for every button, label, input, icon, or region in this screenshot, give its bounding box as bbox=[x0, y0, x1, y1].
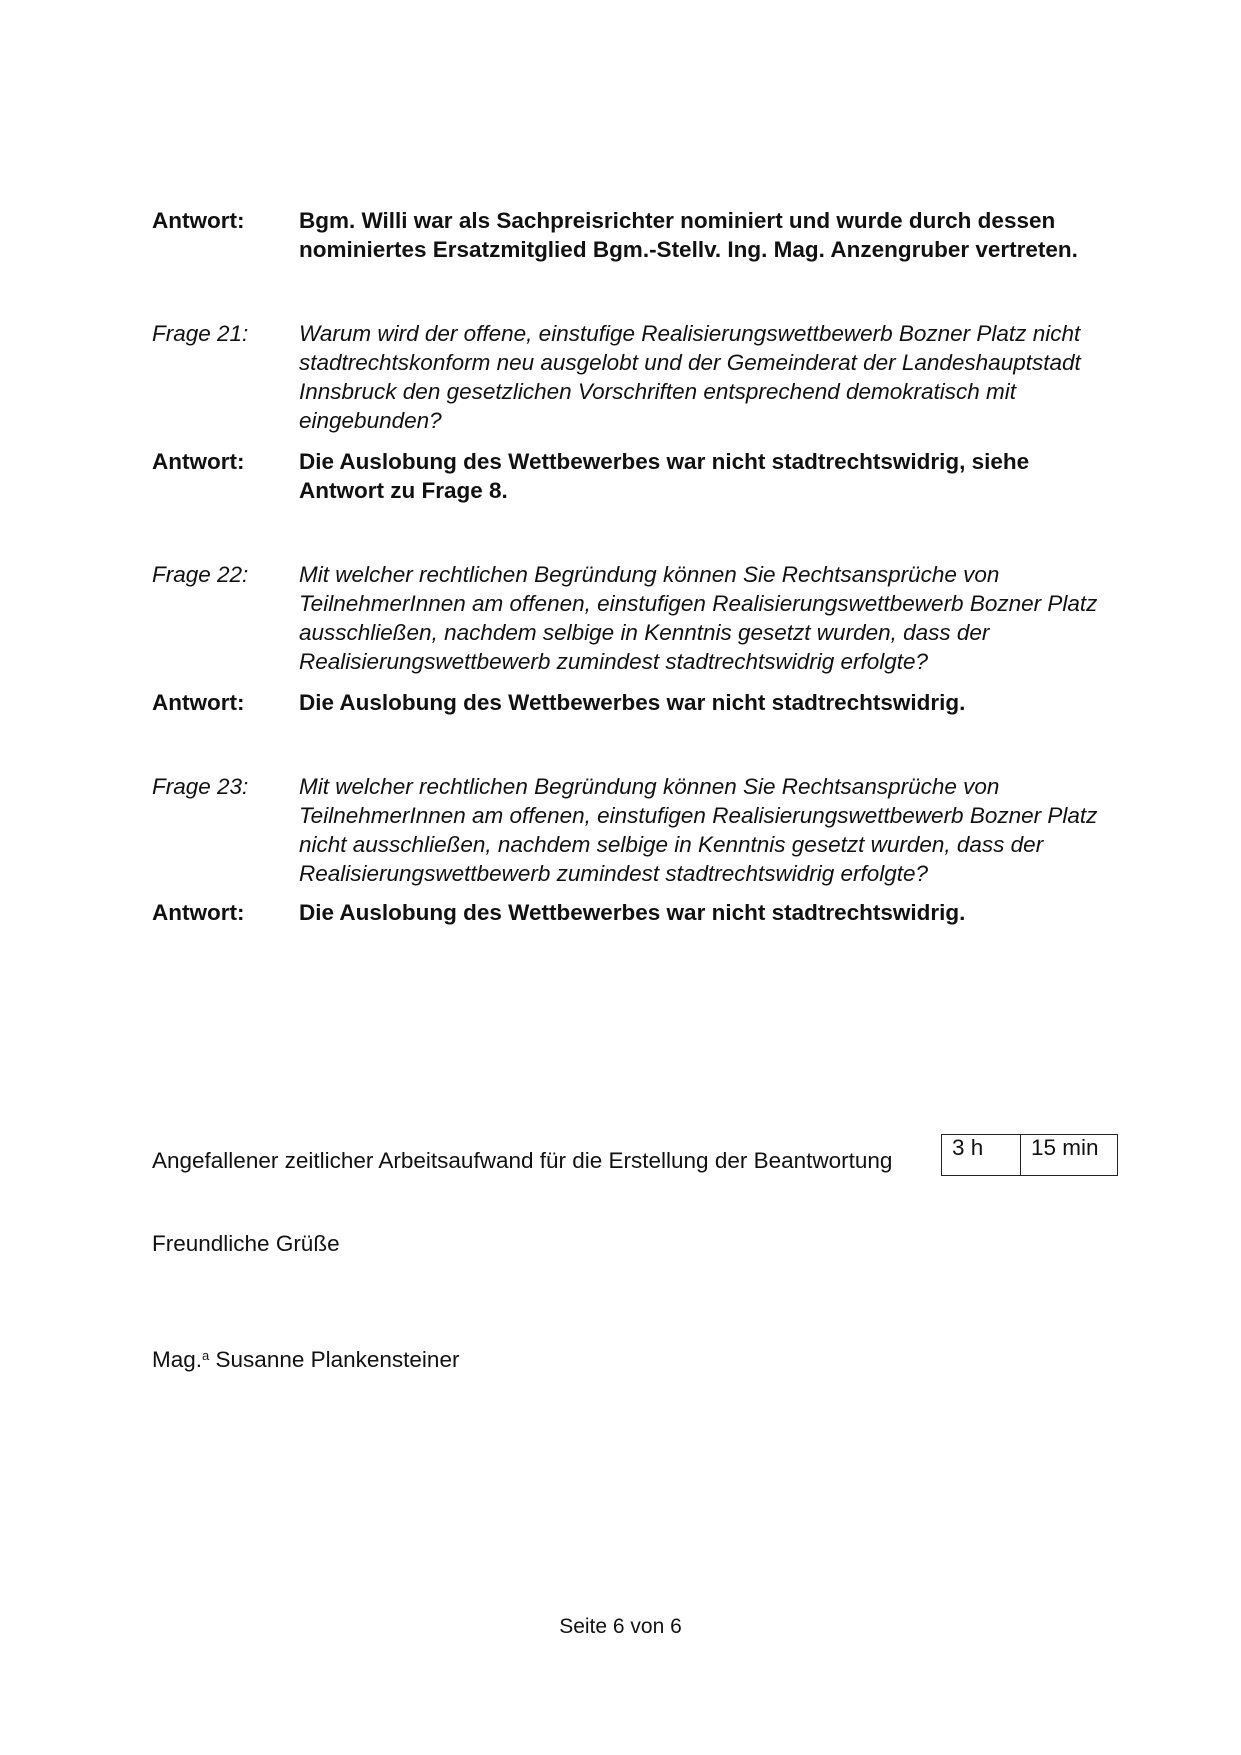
answer-block bbox=[152, 688, 1122, 717]
effort-hours-cell: 3 h bbox=[942, 1135, 1021, 1176]
text-line: Warum wird der offene, einstufige Realisierungswettbewerb Bozner Platz nicht bbox=[299, 321, 1081, 346]
text-line: Die Auslobung des Wettbewerbes war nicht stadtrechtswidrig, siehe bbox=[299, 449, 1030, 474]
answer-block bbox=[152, 206, 1122, 264]
answer-text bbox=[299, 898, 1122, 927]
signature-title-suffix: a bbox=[202, 1348, 210, 1363]
answer-label: Antwort: bbox=[152, 449, 245, 474]
text-line: Antwort zu Frage 8. bbox=[299, 478, 508, 503]
text-line: Die Auslobung des Wettbewerbes war nicht stadtrechtswidrig. bbox=[299, 900, 966, 925]
answer-text bbox=[299, 447, 1122, 505]
question-block-22 bbox=[152, 560, 1122, 676]
question-block-23 bbox=[152, 772, 1122, 888]
text-line: Realisierungswettbewerb zumindest stadtrechtswidrig erfolgte? bbox=[299, 649, 929, 674]
answer-text bbox=[299, 206, 1122, 264]
closing-greeting: Freundliche Grüße bbox=[152, 1231, 340, 1256]
text-line: Mit welcher rechtlichen Begründung können Sie Rechtsansprüche von bbox=[299, 562, 1000, 587]
answer-block bbox=[152, 898, 1122, 927]
question-text bbox=[299, 560, 1122, 676]
text-line: Mit welcher rechtlichen Begründung können Sie Rechtsansprüche von bbox=[299, 774, 1000, 799]
question-text bbox=[299, 319, 1122, 435]
answer-text bbox=[299, 688, 1122, 717]
effort-row bbox=[942, 1135, 1118, 1176]
answer-label: Antwort: bbox=[152, 690, 245, 715]
answer-block bbox=[152, 447, 1122, 505]
text-line: nicht ausschließen, nachdem selbige in Kenntnis gesetzt wurden, dass der bbox=[299, 832, 1044, 857]
text-line: ausschließen, nachdem selbige in Kenntnis gesetzt wurden, dass der bbox=[299, 620, 990, 645]
effort-table bbox=[941, 1134, 1118, 1176]
text-line: stadtrechtskonform neu ausgelobt und der Gemeinderat der Landeshauptstadt bbox=[299, 350, 1081, 375]
effort-label: Angefallener zeitlicher Arbeitsaufwand für die Erstellung der Beantwortung bbox=[152, 1148, 893, 1173]
question-text bbox=[299, 772, 1122, 888]
text-line: nominiertes Ersatzmitglied Bgm.-Stellv. Ing. Mag. Anzengruber vertreten. bbox=[299, 237, 1078, 262]
text-line: Realisierungswettbewerb zumindest stadtrechtswidrig erfolgte? bbox=[299, 861, 929, 886]
text-line: TeilnehmerInnen am offenen, einstufigen Realisierungswettbewerb Bozner Platz bbox=[299, 591, 1098, 616]
text-line: Die Auslobung des Wettbewerbes war nicht stadtrechtswidrig. bbox=[299, 690, 966, 715]
signature-name: Susanne Plankensteiner bbox=[215, 1347, 460, 1372]
signature-line bbox=[152, 1341, 459, 1374]
question-label: Frage 23: bbox=[152, 774, 249, 799]
signature-title: Mag. bbox=[152, 1347, 203, 1372]
answer-label: Antwort: bbox=[152, 208, 245, 233]
text-line: TeilnehmerInnen am offenen, einstufigen Realisierungswettbewerb Bozner Platz bbox=[299, 803, 1098, 828]
text-line: Bgm. Willi war als Sachpreisrichter nominiert und wurde durch dessen bbox=[299, 208, 1056, 233]
question-label: Frage 21: bbox=[152, 321, 249, 346]
question-label: Frage 22: bbox=[152, 562, 249, 587]
question-block-21 bbox=[152, 319, 1122, 435]
text-line: Innsbruck den gesetzlichen Vorschriften entsprechend demokratisch mit bbox=[299, 379, 1017, 404]
effort-minutes-cell: 15 min bbox=[1021, 1135, 1118, 1176]
text-line: eingebunden? bbox=[299, 408, 442, 433]
page-number-footer: Seite 6 von 6 bbox=[559, 1615, 682, 1638]
answer-label: Antwort: bbox=[152, 900, 245, 925]
